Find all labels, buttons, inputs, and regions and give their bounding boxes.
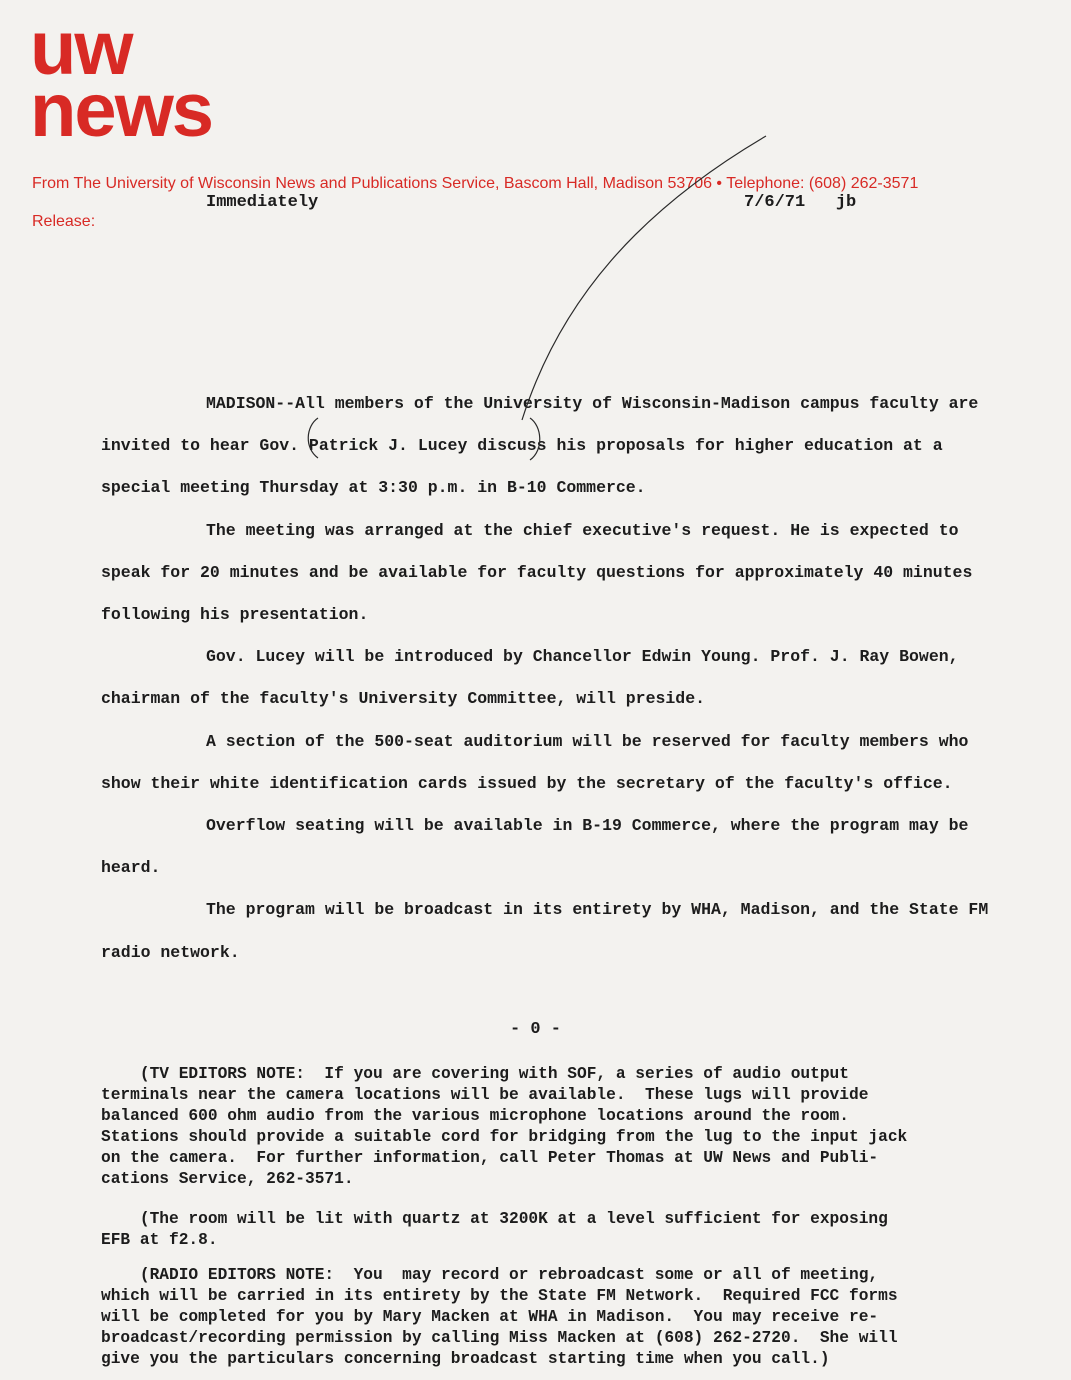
letterhead-address: From The University of Wisconsin News and Publications Service, Bascom Hall, Madison 53706 • Telephone: (608) 262-3571 [32, 175, 919, 192]
tv-editors-note: (TV EDITORS NOTE: If you are covering with SOF, a series of audio output terminals near the camera locations will be available. These lugs will provide balanced 600 ohm audio from the various microphone locations around the room. Stations should provide a suitable cord for bridging from the lug to the input jack on the camera. For further information, call Peter Thomas at UW News and Publi- cations Service, 262-3571. [101, 1065, 908, 1188]
logo-line-news: news [30, 68, 213, 153]
paragraph-3: Gov. Lucey will be introduced by Chancellor Edwin Young. Prof. J. Ray Bowen, chairman of the faculty's University Committee, will preside. [101, 647, 959, 709]
release-date: 7/6/71 [744, 193, 806, 212]
radio-editors-note: (RADIO EDITORS NOTE: You may record or rebroadcast some or all of meeting, which will be carried in its entirety by the State FM Network. Required FCC forms will be completed for you by Mary Macken at WHA in Madison. You may receive re- broadcast/recording permission by calling Miss Macken at (608) 262-2720. She will give you the particulars concerning broadcast starting time when you call.) [101, 1266, 898, 1368]
release-label: Release: [32, 213, 96, 230]
press-release-body [101, 383, 1001, 974]
author-initials: jb [835, 193, 857, 212]
paragraph-4: A section of the 500-seat auditorium will be reserved for faculty members who show their white identification cards issued by the secretary of the faculty's office. [101, 731, 969, 793]
editor-notes [101, 1064, 1001, 1370]
paragraph-2: The meeting was arranged at the chief executive's request. He is expected to speak for 20 minutes and be available for faculty questions for approximately 40 minutes following his presentation. [101, 520, 973, 625]
uw-news-logo [30, 6, 213, 153]
lighting-note: (The room will be lit with quartz at 3200K at a level sufficient for exposing EFB at f2.8. [101, 1210, 888, 1249]
release-value: Immediately [206, 193, 319, 212]
paragraph-6: The program will be broadcast in its entirety by WHA, Madison, and the State FM radio network. [101, 900, 989, 962]
end-separator: - 0 - [510, 1020, 562, 1039]
paragraph-1: MADISON--All members of the University of Wisconsin-Madison campus faculty are invited to hear Gov. Patrick J. Lucey discuss his proposals for higher education at a special meeting Thursday at 3:30 p.m. in B-10 Commerce. [101, 394, 979, 498]
logo-line-uw: uw [30, 6, 132, 91]
paragraph-5: Overflow seating will be available in B-19 Commerce, where the program may be heard. [101, 816, 969, 878]
date-line [744, 193, 856, 212]
